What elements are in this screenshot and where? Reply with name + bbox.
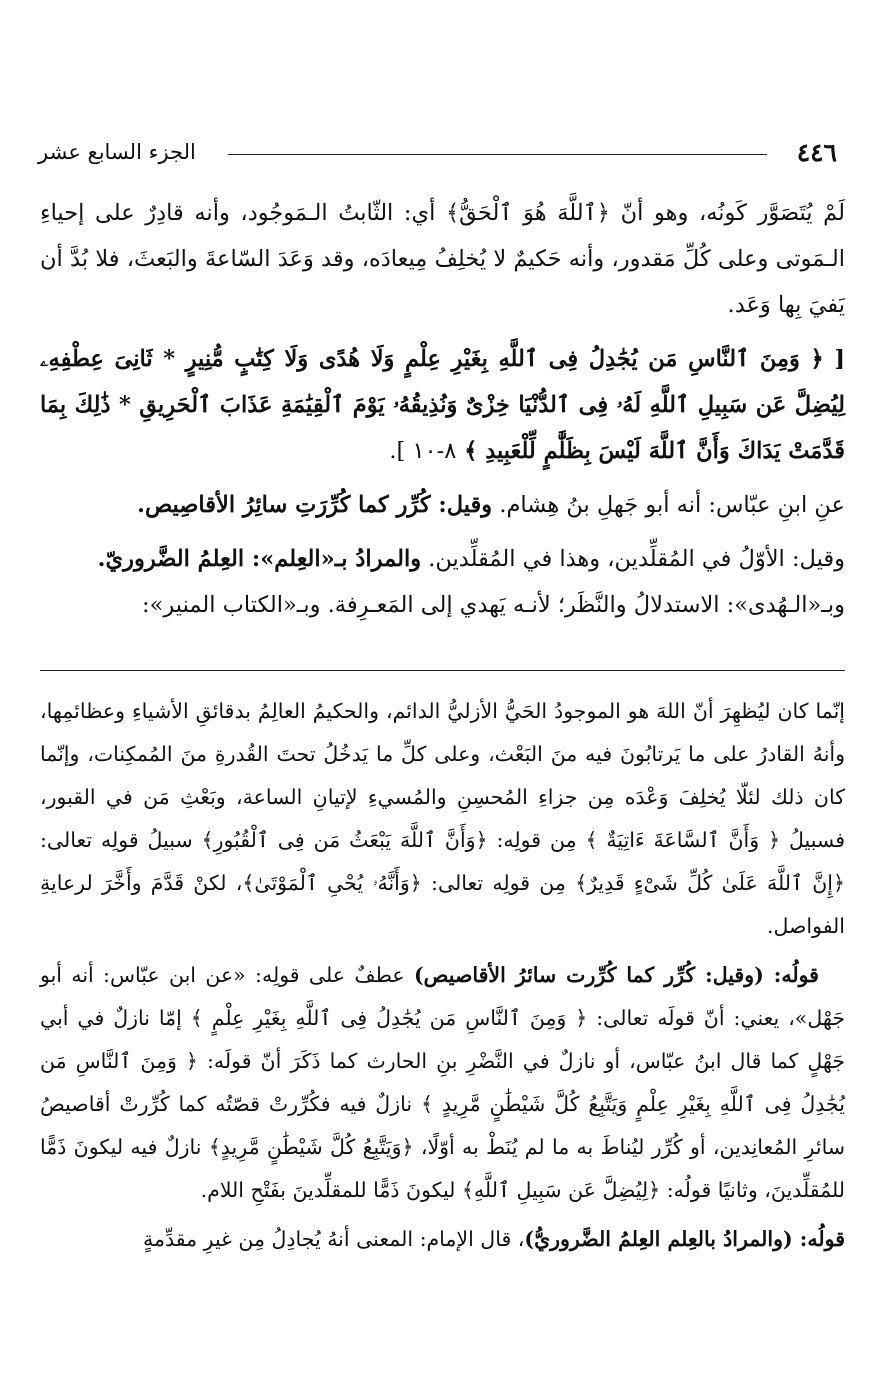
note-2: [40, 954, 845, 1212]
repetition-statement: وقيل: كُرِّر كما كُرِّرَتِ سائِرُ الأقاصِيص.: [137, 492, 493, 518]
muqallidin-statement: وقيل: الأوّلُ في المُقلِّدين، وهذا في المُقلِّدين.: [428, 546, 845, 572]
main-text: [40, 190, 845, 636]
note-3: [40, 1218, 845, 1261]
page-header: [38, 138, 847, 168]
paragraph-2: [40, 482, 845, 528]
note-1: إنّما كان ليُظهِرَ أنّ اللهَ هو الموجودُ الحَيُّ الأزليُّ الدائم، والحكيمُ العالِمُ بدقائقِ الأشياءِ وعظائمِها، وأنهُ القادرُ على ما يَرتابُونَ فيه منَ البَعْث، وعلى كلِّ ما يَدخُلُ تحتَ القُدرةِ منَ المُمكِنات، وإنّما كان ذلك لئلّا يُخلِفَ وَعْدَه مِن جزاءِ المُحسِنِ والمُسيءِ لإتيانِ الساعة، وبَعْثِ مَن في القبور، فسبيلُ ﴿ وَأَنَّ ٱلسَّاعَةَ ءَاتِيَةٌ ﴾ مِن قولِه: ﴿وَأَنَّ ٱللَّهَ يَبْعَثُ مَن فِى ٱلْقُبُورِ﴾ سبيلُ قولِه تعالى: ﴿إِنَّ ٱللَّهَ عَلَىٰ كُلِّ شَىْءٍ قَدِيرٌ﴾ مِن قولِه تعالى: ﴿وَأَنَّهُۥ يُحْىِ ٱلْمَوْتَىٰ﴾، لكنْ قَدَّمَ وأَخَّرَ لرعايةِ الفواصل.: [40, 699, 845, 938]
note-3-lead: قولُه: (والمرادُ بالعِلم العِلمُ الضَّروريُّ): [524, 1227, 845, 1251]
quran-verse-block: [40, 336, 845, 474]
note-3-body: ، قال الإمام: المعنى أنهُ يُجادِلُ مِن غيرِ مقدِّمةٍ: [143, 1227, 525, 1251]
header-rule: [228, 154, 767, 155]
verse-reference: ٨-١٠ ].: [389, 438, 457, 464]
guidance-statement: وبـ«الـهُدى»: الاستدلالُ والنَّظَر؛ لأنـه يَهدي إلى المَعـرِفة. وبـ«الكتاب المنير»:: [142, 592, 845, 618]
paragraph-1: لَمْ يُتَصَوَّر كَونُه، وهو أنّ ﴿ٱللَّهَ هُوَ ٱلْحَقُّ﴾ أي: الثّابتُ الـمَوجُود، وأنه قادِرٌ على إحياءِ الـمَوتى وعلى كُلِّ مَقدور، وأنه حَكيمٌ لا يُخلِفُ مِيعادَه، وقد وَعَدَ السّاعةَ والبَعثَ، فلا بُدَّ أن يَفيَ بِها وَعَد.: [40, 200, 845, 318]
commentary-notes: [40, 690, 845, 1267]
page-number: ٤٤٦: [796, 138, 837, 167]
book-part-title: الجزء السابع عشر: [38, 140, 196, 164]
note-2-lead: قولُه: (وقيل: كُرِّر كما كُرِّرت سائرُ الأقاصيص): [413, 963, 819, 987]
quran-verse-text: [ ﴿ وَمِنَ ٱلنَّاسِ مَن يُجَٰدِلُ فِى ٱللَّهِ بِغَيْرِ عِلْمٍ وَلَا هُدًى وَلَا كِتَٰبٍ مُّنِيرٍ * ثَانِىَ عِطْفِهِۦ لِيُضِلَّ عَن سَبِيلِ ٱللَّهِ لَهُۥ فِى ٱلدُّنْيَا خِزْىٌ وَنُذِيقُهُۥ يَوْمَ ٱلْقِيَٰمَةِ عَذَابَ ٱلْحَرِيقِ * ذَٰلِكَ بِمَا قَدَّمَتْ يَدَاكَ وَأَنَّ ٱللَّهَ لَيْسَ بِظَلَّٰمٍ لِّلْعَبِيدِ ﴾: [40, 346, 845, 464]
paragraph-3: [40, 536, 845, 628]
note-2-body: عطفٌ على قولِه: «عن ابن عبّاس: أنه أبو جَهْل»، يعني: أنّ قولَه تعالى: ﴿ وَمِنَ ٱلنَّاسِ مَن يُجَٰدِلُ فِى ٱللَّهِ بِغَيْرِ عِلْمٍ ﴾ إمّا نازلٌ في أبي جَهْلٍ كما قال ابنُ عبّاس، أو نازلٌ في النَّضْرِ بنِ الحارث كما ذَكَرَ أنّ قولَه: ﴿ وَمِنَ ٱلنَّاسِ مَن يُجَٰدِلُ فِى ٱللَّهِ بِغَيْرِ عِلْمٍ وَيَتَّبِعُ كُلَّ شَيْطَٰنٍ مَّرِيدٍ ﴾ نازلٌ فيه فكُرِّرتْ قصّتُه كما كُرِّرتْ أقاصيصُ سائرِ المُعانِدين، أو كُرِّر ليُناطَ به ما لم يُنَطْ به أوّلًا، ﴿وَيَتَّبِعُ كُلَّ شَيْطَٰنٍ مَّرِيدٍ﴾ نازلٌ فيه ليكونَ ذَمًّا للمُقلِّدينَ، وثانيًا قولُه: ﴿لِيُضِلَّ عَن سَبِيلِ ٱللَّهِ﴾ ليكونَ ذَمًّا للمقلِّدينَ بفَتْحِ اللام.: [40, 963, 845, 1202]
ibn-abbas-statement: عنِ ابنِ عبّاس: أنه أبو جَهلِ بنُ هِشام.: [499, 492, 845, 518]
footnote-separator: [40, 670, 845, 671]
knowledge-statement: والمرادُ بـ«العِلم»: العِلمُ الضَّروريّ.: [97, 546, 422, 572]
